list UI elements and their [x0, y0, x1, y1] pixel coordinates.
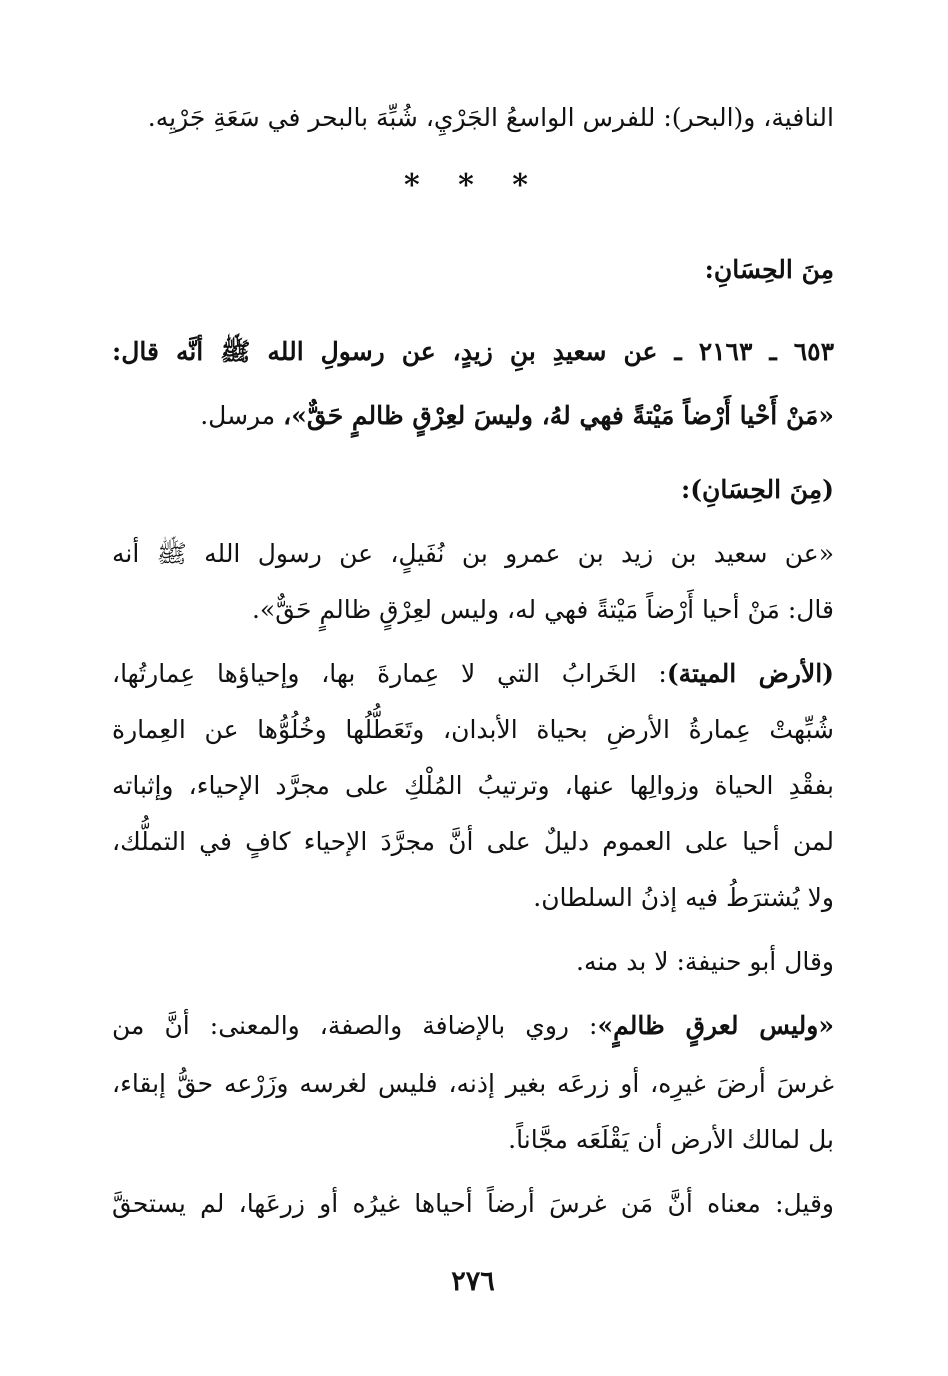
section-heading: مِنَ الحِسَانِ: [704, 255, 834, 284]
hadith-grade: مرسل. [200, 401, 284, 430]
page-number: ٢٧٦ [451, 1266, 495, 1297]
text-line-9: شُبِّهتْ عِمارةُ الأرضِ بحياة الأبدان، وتَعَطُّلُها وخُلُوُّها عن العِمارة [112, 715, 834, 744]
hadith-title-line: ٦٥٣ ـ ٢١٦٣ ـ عن سعيدِ بنِ زيدٍ، عن رسولِ الله ﷺ أنَّه قال: [112, 337, 835, 366]
text-line-13: وقال أبو حنيفة: لا بد منه. [576, 947, 834, 976]
section-divider: * * * [404, 168, 542, 203]
book-page [112, 0, 834, 1376]
text-line-7: قال: مَنْ أحيا أَرْضاً مَيْتةً فهي له، وليس لعِرْقٍ ظالمٍ حَقٌّ». [251, 595, 834, 624]
text-line-1: النافية، و(البحر): للفرس الواسعُ الجَرْيِ، شُبِّهَ بالبحر في سَعَةِ جَرْيِه. [147, 103, 834, 132]
text-line-15: غرسَ أرضَ غيرِه، أو زرعَه بغير إذنه، فليس لغرسه وزَرْعه حقُّ إبقاء، [112, 1069, 834, 1098]
text-line-8 [112, 652, 834, 696]
term-unjust-root: «وليس لعرقٍ ظالمٍ» [597, 1011, 834, 1040]
text-line-16: بل لمالك الأرض أن يَقْلَعَه مجَّاناً. [508, 1125, 834, 1154]
hadith-quote: «مَنْ أَحْيا أَرْضاً مَيْتةً فهي لهُ، وليسَ لعِرْقٍ ظالمٍ حَقٌّ»، [283, 401, 834, 430]
text-line-10: بفقْدِ الحياة وزوالِها عنها، وترتيبُ المُلْكِ على مجرَّد الإحياء، وإثباته [112, 771, 834, 800]
text-line-12: ولا يُشترَطُ فيه إذنُ السلطان. [533, 883, 834, 912]
commentary-heading: (مِنَ الحِسَانِ): [681, 475, 834, 504]
explanation-text: : روي بالإضافة والصفة، والمعنى: أنَّ من [112, 1011, 598, 1040]
definition-text: : الخَرابُ التي لا عِمارةَ بها، وإحياؤها عِمارتُها، [112, 659, 667, 688]
text-line-14 [112, 1004, 834, 1048]
term-dead-land: (الأرض الميتة) [666, 659, 834, 688]
text-line-6: «عن سعيد بن زيد بن عمرو بن نُفَيلٍ، عن رسول الله ﷺ أنه [112, 539, 834, 568]
text-line-17: وقيل: معناه أنَّ مَن غرسَ أرضاً أحياها غيرُه أو زرعَها، لم يستحقَّ [112, 1189, 834, 1218]
text-line-11: لمن أحيا على العموم دليلٌ على أنَّ مجرَّدَ الإحياء كافٍ في التملُّك، [112, 827, 834, 856]
hadith-text-line [112, 394, 834, 438]
